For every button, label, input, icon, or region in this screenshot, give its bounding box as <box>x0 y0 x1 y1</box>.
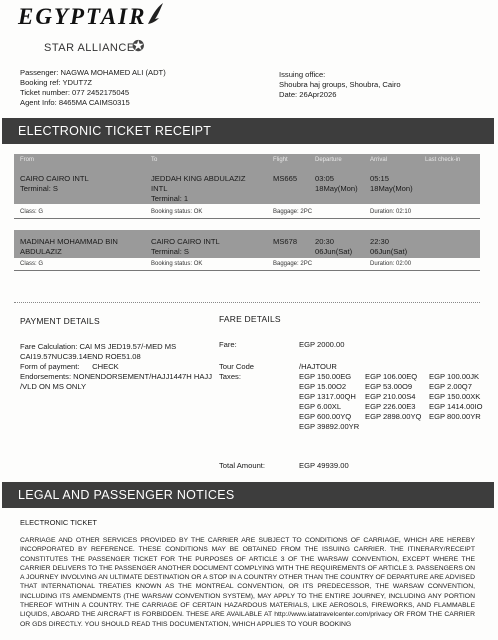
segment-2-status: Booking status: OK <box>151 261 203 267</box>
total-amount-value: EGP 49939.00 <box>299 461 349 470</box>
segment-1-from: CAIRO CAIRO INTL Terminal: S <box>20 174 89 193</box>
segment-1-class: Class: G <box>20 209 44 215</box>
legal-title: LEGAL AND PASSENGER NOTICES <box>18 488 235 502</box>
segment-2-arrival: 22:30 06Jun(Sat) <box>370 237 408 256</box>
segment-1-baggage: Baggage: 2PC <box>273 209 313 215</box>
fare-value: EGP 2000.00 <box>299 340 345 349</box>
segment-2-to: CAIRO CAIRO INTL Terminal: S <box>151 237 220 256</box>
tax-row: EGP 39892.00YR <box>299 422 360 431</box>
segment-2-baggage: Baggage: 2PC <box>273 261 313 267</box>
col-checkin: Last check-in <box>425 157 461 163</box>
fare-label: Fare: <box>219 340 237 349</box>
segment-1-flight: MS665 <box>273 174 298 183</box>
legal-title-bar <box>2 482 494 508</box>
total-amount-label: Total Amount: <box>219 461 266 470</box>
segment-2-class: Class: G <box>20 261 44 267</box>
segment-1-departure: 03:05 18May(Mon) <box>315 174 358 193</box>
horus-falcon-icon <box>146 2 164 26</box>
tax-row: EGP 6.00XL EGP 226.00E3 EGP 1414.00IO <box>299 402 483 411</box>
segment-1-arrival: 05:15 18May(Mon) <box>370 174 413 193</box>
tax-row: EGP 150.00EG EGP 106.00EQ EGP 100.00JK <box>299 372 480 381</box>
segment-2-from: MADINAH MOHAMMAD BIN ABDULAZIZ <box>20 237 118 256</box>
col-to: To <box>151 157 158 163</box>
segment-2-duration: Duration: 02:00 <box>370 261 412 267</box>
taxes-grid <box>299 372 489 432</box>
taxes-label: Taxes: <box>219 372 241 381</box>
star-alliance-label: STAR ALLIANCE <box>44 42 135 54</box>
legal-body: CARRIAGE AND OTHER SERVICES PROVIDED BY THE CARRIER ARE SUBJECT TO CONDITIONS OF CARRIAGE, WHICH ARE HEREBY INCORPORATED BY REFERENCE. THESE CONDITIONS MAY BE OBTAINED FROM THE ISSUING CARRIER. THE ITINERARY/RECEIPT CONSTITUTES THE PASSENGER TICKET FOR THE PURPOSES OF ARTICLE 3 OF THE WARSAW CONVENTION, EXCEPT WHERE THE CARRIER DELIVERS TO THE PASSENGER ANOTHER DOCUMENT COMPLYING WITH THE REQUIREMENTS OF ARTICLE 3. PASSENGERS ON A JOURNEY INVOLVING AN ULTIMATE DESTINATION OR A STOP IN A COUNTRY OTHER THAN THE COUNTRY OF DEPARTURE ARE ADVISED THAT INTERNATIONAL TREATIES KNOWN AS THE MONTREAL CONVENTION, OR ITS PREDECESSOR, THE WARSAW CONVENTION, INCLUDING ITS AMENDMENTS (THE WARSAW CONVENTION SYSTEM), MAY APPLY TO THE ENTIRE JOURNEY, INCLUDING ANY PORTION THEREOF WITHIN A COUNTRY. THE CARRIAGE OF CERTAIN HAZARDOUS MATERIALS, LIKE AEROSOLS, FIREWORKS, AND FLAMMABLE LIQUIDS, ABOARD THE AIRCRAFT IS FORBIDDEN. THESE ARE AVAILABLE AT http://www.iatatravelcenter.com/privacy OR FROM THE CARRIER OR GDS DIRECTLY. YOU SHOULD READ THIS DOCUMENTATION, WHICH APPLIES TO YOUR BOOKING <box>20 537 475 628</box>
tour-code-value: /HAJTOUR <box>299 362 337 371</box>
tour-code-label: Tour Code <box>219 362 255 371</box>
segment-bottom-line <box>14 270 480 271</box>
col-flight: Flight <box>273 157 288 163</box>
segment-2-flight: MS678 <box>273 237 298 246</box>
col-arrival: Arrival <box>370 157 388 163</box>
egyptair-logo: EGYPTAIR <box>18 4 147 29</box>
payment-details-body: Fare Calculation: CAI MS JED19.57/-MED MS CAI19.57NUC39.14END ROE51.08 Form of payment: CHECK Endorsements: NONENDORSEMENT/HAJJ1447H HAJJ /VLD ON MS ONLY <box>20 342 213 391</box>
tax-row: EGP 1317.00QH EGP 210.00S4 EGP 150.00XK <box>299 392 481 401</box>
receipt-title: ELECTRONIC TICKET RECEIPT <box>18 124 212 138</box>
tax-row: EGP 15.00O2 EGP 53.00O9 EGP 2.00Q7 <box>299 382 472 391</box>
segment-1-to: JEDDAH KING ABDULAZIZ INTL Terminal: 1 <box>151 174 246 203</box>
receipt-title-bar <box>2 118 494 144</box>
payment-details-title: PAYMENT DETAILS <box>20 316 100 326</box>
issuing-office-info: Issuing office: Shoubra haj groups, Shoubra, Cairo Date: 26Apr2026 <box>279 70 401 99</box>
star-alliance-icon: ✪ <box>132 38 145 55</box>
legal-subtitle: ELECTRONIC TICKET <box>20 518 97 527</box>
passenger-info: Passenger: NAGWA MOHAMED ALI (ADT) Booking ref: YDUT7Z Ticket number: 077 2452175045 Agent Info: 8465MA CAIMS0315 <box>20 68 166 107</box>
segment-1-status: Booking status: OK <box>151 209 203 215</box>
segment-divider <box>14 218 480 219</box>
segment-1-duration: Duration: 02:10 <box>370 209 412 215</box>
fare-details-title: FARE DETAILS <box>219 314 281 324</box>
dotted-separator <box>14 302 480 303</box>
col-from: From <box>20 157 34 163</box>
col-departure: Departure <box>315 157 342 163</box>
segment-2-departure: 20:30 06Jun(Sat) <box>315 237 353 256</box>
tax-row: EGP 600.00YQ EGP 2898.00YQ EGP 800.00YR <box>299 412 481 421</box>
